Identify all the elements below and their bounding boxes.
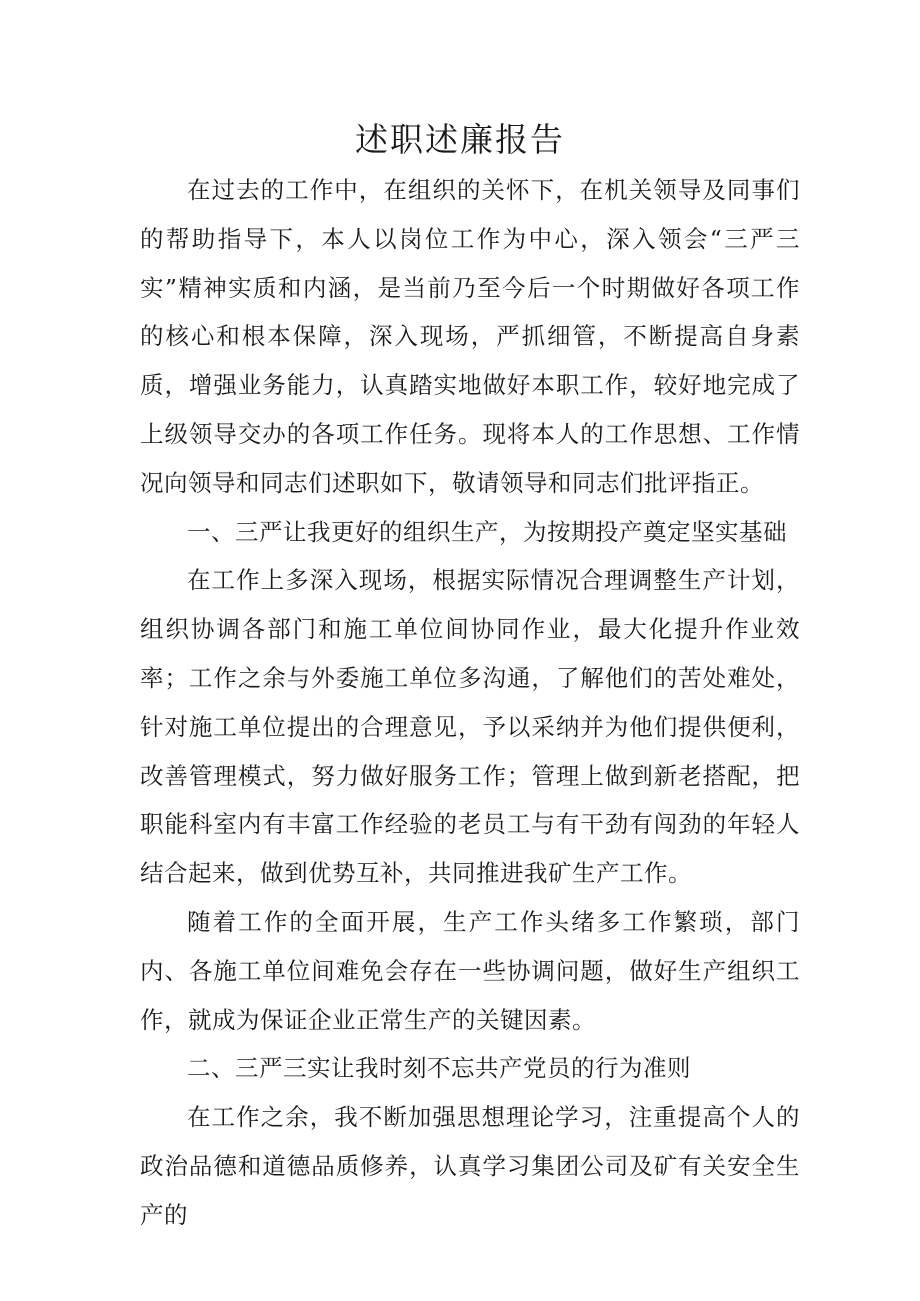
section-heading-1: 一、三严让我更好的组织生产，为按期投产奠定坚实基础 (187, 517, 787, 546)
section-heading-2: 二、三严三实让我时刻不忘共产党员的行为准则 (187, 1054, 691, 1083)
paragraph-coordination: 随着工作的全面开展，生产工作头绪多工作繁琐，部门内、各施工单位间难免会存在一些协调问题，做好生产组织工作，就成为保证企业正常生产的关键因素。 (140, 907, 800, 1034)
document-title: 述职述廉报告 (355, 120, 565, 159)
document-body (140, 166, 800, 1240)
paragraph-production: 在工作上多深入现场，根据实际情况合理调整生产计划，组织协调各部门和施工单位间协同作业，最大化提升作业效率；工作之余与外委施工单位多沟通，了解他们的苦处难处，针对施工单位提出的合理意见，予以采纳并为他们提供便利，改善管理模式，努力做好服务工作；管理上做到新老搭配，把职能科室内有丰富工作经验的老员工与有干劲有闯劲的年轻人结合起来，做到优势互补，共同推进我矿生产工作。 (140, 566, 800, 888)
paragraph-study: 在工作之余，我不断加强思想理论学习，注重提高个人的政治品德和道德品质修养，认真学习集团公司及矿有关安全生产的 (140, 1103, 800, 1229)
paragraph-intro: 在过去的工作中，在组织的关怀下，在机关领导及同事们的帮助指导下，本人以岗位工作为中心，深入领会“三严三实”精神实质和内涵，是当前乃至今后一个时期做好各项工作的核心和根本保障，深入现场，严抓细管，不断提高自身素质，增强业务能力，认真踏实地做好本职工作，较好地完成了上级领导交办的各项工作任务。现将本人的工作思想、工作情况向领导和同志们述职如下，敬请领导和同志们批评指正。 (140, 176, 800, 497)
